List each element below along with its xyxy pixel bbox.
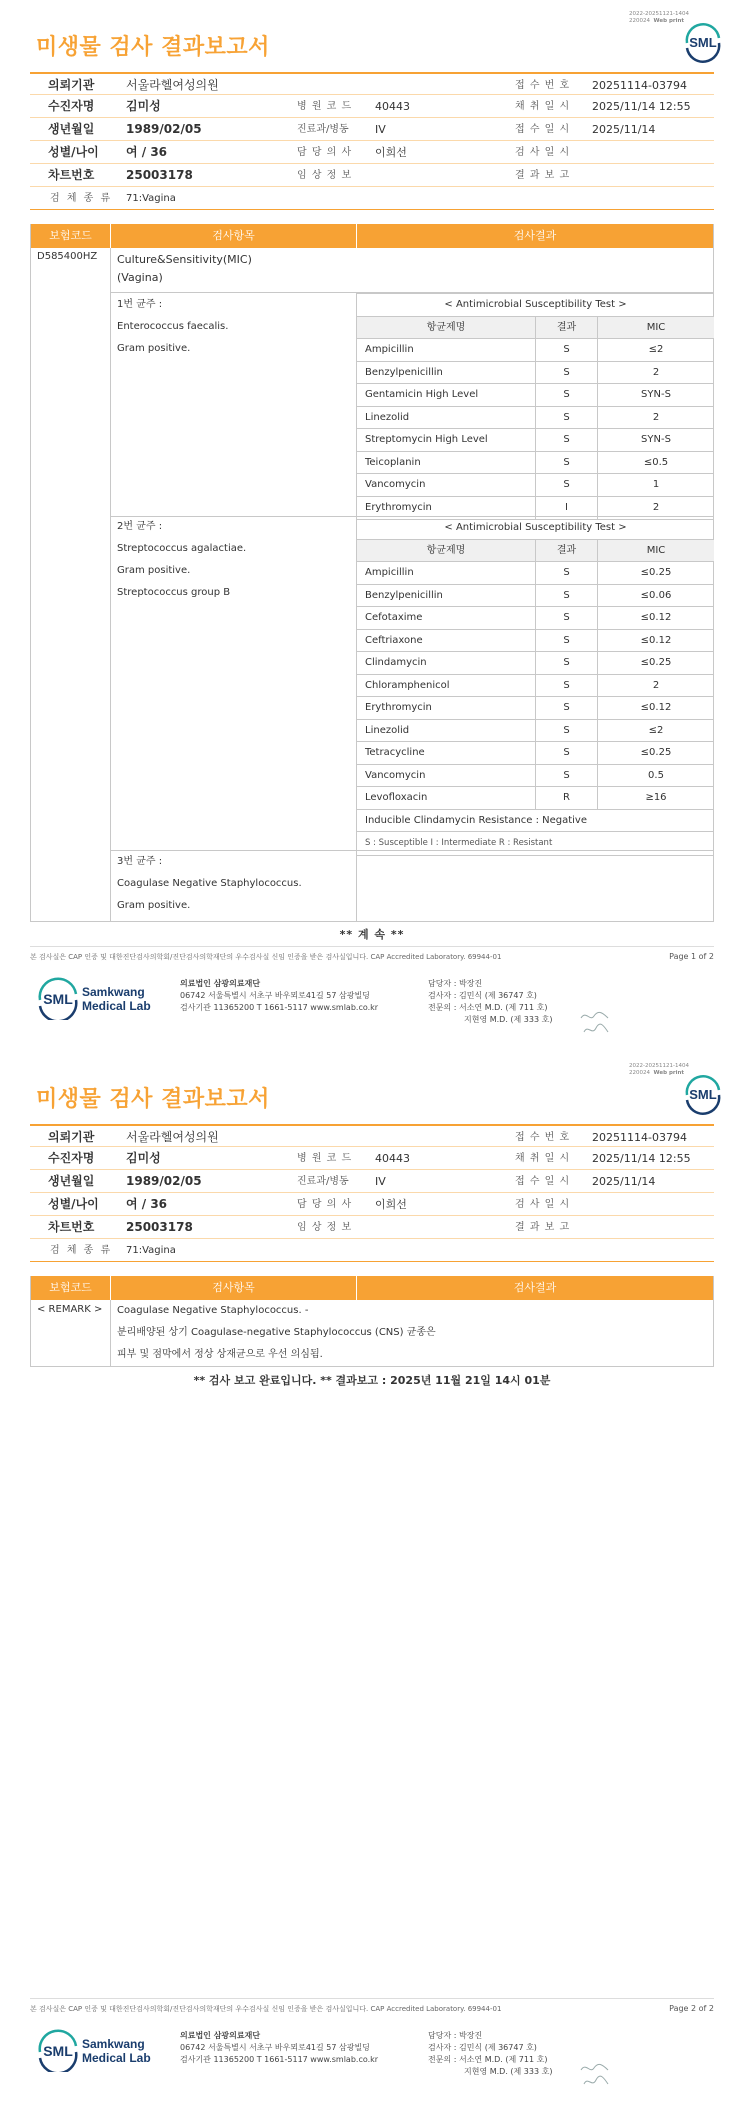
susceptibility-result: S bbox=[536, 675, 598, 697]
mic-value: ≤0.25 bbox=[640, 567, 672, 578]
ast-row bbox=[357, 607, 714, 630]
patient-name: 김미성 bbox=[126, 99, 161, 113]
chart-no: 25003178 bbox=[126, 168, 193, 182]
ast-row bbox=[357, 474, 714, 497]
drug-name: Erythromycin bbox=[357, 697, 536, 719]
ast-row bbox=[357, 339, 714, 362]
mic-value: ≤0.12 bbox=[640, 612, 672, 623]
drug-name: Ceftriaxone bbox=[357, 630, 536, 652]
patient-header: 의뢰기관 서울라헬여성의원 접 수 번 호 20251114-03794 수진자명 김미성 병 원 코 드 40443 채 취 일 시 2025/11/14 12:55 생년월일 1989/02/05 진료과/병동 IV 접 수 일 시 2025/11/14 성별/나이 여 / 36 담 당 의 사 이희선 검 사 일 시 차트번호 25003178 임 상 정 보 결 과 보 고 검 체 종 류 71:Vagina bbox=[30, 72, 714, 210]
result-table bbox=[30, 224, 714, 922]
ast-row bbox=[357, 407, 714, 430]
ast-row bbox=[357, 652, 714, 675]
ast-header-row: 항균제명 결과 MIC bbox=[357, 540, 714, 563]
svg-text:Samkwang: Samkwang bbox=[82, 2037, 145, 2051]
organism-2: 2번 균주 : Streptococcus agalactiae. Gram positive. Streptococcus group B bbox=[117, 521, 247, 598]
collected-datetime: 2025/11/14 12:55 bbox=[592, 100, 691, 113]
remark-label: < REMARK > bbox=[37, 1304, 103, 1315]
sex-age-value: 여 / 36 bbox=[126, 145, 168, 159]
drug-name: Ampicillin bbox=[357, 339, 536, 361]
susceptibility-result: S bbox=[536, 429, 598, 451]
susceptibility-result: S bbox=[536, 697, 598, 719]
mic-value: ≤0.5 bbox=[643, 456, 669, 468]
susceptibility-result: I bbox=[536, 497, 598, 520]
drug-name: Chloramphenicol bbox=[357, 675, 536, 697]
drug-name: Benzylpenicillin bbox=[357, 585, 536, 607]
susceptibility-result: S bbox=[536, 607, 598, 629]
svg-text:Samkwang: Samkwang bbox=[82, 985, 145, 999]
svg-text:SML: SML bbox=[689, 35, 717, 50]
susceptibility-result: R bbox=[536, 787, 598, 809]
ast-table-organism-1 bbox=[356, 293, 714, 520]
ast-row bbox=[357, 787, 714, 810]
mic-value: ≤0.12 bbox=[640, 702, 672, 713]
mic-value: 2 bbox=[652, 411, 660, 423]
test-name: Culture&Sensitivity(MIC) (Vagina) bbox=[117, 253, 252, 284]
mic-value: ≥16 bbox=[645, 792, 667, 803]
lab-staff: 담당자 : 박장진 검사자 : 김민식 (제 36747 호) 전문의 : 서소연 M.D. (제 711 호) 지현영 M.D. (제 333 호) bbox=[428, 2031, 553, 2076]
mic-value: 2 bbox=[652, 501, 660, 513]
drug-name: Cefotaxime bbox=[357, 607, 536, 629]
svg-text:SML: SML bbox=[43, 991, 73, 1007]
lab-staff: 담당자 : 박장진 검사자 : 김민식 (제 36747 호) 전문의 : 서소연 M.D. (제 711 호) 지현영 M.D. (제 333 호) bbox=[428, 979, 553, 1024]
susceptibility-result: S bbox=[536, 362, 598, 384]
hospital-code: 40443 bbox=[375, 100, 410, 113]
ast-row bbox=[357, 585, 714, 608]
drug-name: Tetracycline bbox=[357, 742, 536, 764]
patient-header: 의뢰기관 서울라헬여성의원 접 수 번 호 20251114-03794 수진자명 김미성 병 원 코 드 40443 채 취 일 시 2025/11/14 12:55 생년월일 1989/02/05 진료과/병동 IV 접 수 일 시 2025/11/14 성별/나이 여 / 36 담 당 의 사 이희선 검 사 일 시 차트번호 25003178 임 상 정 보 결 과 보 고 검 체 종 류 71:Vagina bbox=[30, 1124, 714, 1262]
drug-name: Clindamycin bbox=[357, 652, 536, 674]
drug-name: Gentamicin High Level bbox=[357, 384, 536, 406]
susceptibility-result: S bbox=[536, 585, 598, 607]
receipt-no: 20251114-03794 bbox=[592, 79, 687, 92]
report-page-2: 2022-20251121-1404 220024 Web print SML 미생물 검사 결과보고서 의뢰기관 서울라헬여성의원 접 수 번 호 20251114-03794 수진자명 김미성 병 원 코 드 40443 채 취 일 시 2025/11/14 12:55 생년월일 1989/02/05 진료과/병동 IV 접 수 일 시 2025/11/14 성별/나이 여 / 36 담 당 의 사 이희선 검 사 일 시 차트번호 25003178 임 상 정 보 결 과 보 고 검 체 종 류 71:Vagina 보험코드 검사항목 검사결과 < REMARK > Coagulase Negative Staphylococcus. - 분리배양된 상기 Coagulase-negative Staphylococcus (CNS) 균종은 피부 및 점막에서 정상 상재균으로 우선 의심됨. ** 검사 보고 완료입니다. ** 결과보고 : 2025년 11월 21일 14시 01분 본 검사실은 CAP 인증 및 대한진단검사의학회/진단검사의학재단의 우수검사실 신임 인증을 받은 검사실입니다. CAP Accredited Laboratory. 69944-01 Page 2 of 2 SML Samkwang Medical Lab 의료법인 삼광의료재단 06742 서울특별시 서초구 바우뫼로41길 57 삼광빌딩 검사기관 11365200 T 1661-5117 www.smlab.co.kr 담당자 : 박장진 검사자 : 김민식 (제 36747 호) 전문의 : 서소연 M.D. (제 711 호) 지현영 M.D. (제 333 호) bbox=[0, 1052, 744, 2104]
ast-row bbox=[357, 697, 714, 720]
mic-value: ≤2 bbox=[648, 724, 664, 736]
ast-row bbox=[357, 630, 714, 653]
susceptibility-result: S bbox=[536, 720, 598, 742]
report-complete-text: ** 검사 보고 완료입니다. ** 결과보고 : 2025년 11월 21일 14시 01분 bbox=[193, 1374, 551, 1387]
susceptibility-result: S bbox=[536, 474, 598, 496]
remark-text: Coagulase Negative Staphylococcus. - 분리배양된 상기 Coagulase-negative Staphylococcus (CNS) 균종은 피부 및 점막에서 정상 상재균으로 우선 의심됨. bbox=[117, 1305, 436, 1360]
svg-text:SML: SML bbox=[43, 2043, 73, 2059]
ast-row bbox=[357, 765, 714, 788]
organism-1: 1번 균주 : Enterococcus faecalis. Gram positive. bbox=[117, 299, 229, 354]
dept-value: IV bbox=[375, 123, 386, 136]
cap-accreditation: 본 검사실은 CAP 인증 및 대한진단검사의학회/진단검사의학재단의 우수검사실 신임 인증을 받은 검사실입니다. CAP Accredited Laboratory. 69944-01 bbox=[30, 953, 502, 961]
svg-text:Medical Lab: Medical Lab bbox=[82, 2051, 151, 2065]
drug-name: Ampicillin bbox=[357, 562, 536, 584]
mic-value: ≤2 bbox=[648, 344, 664, 355]
ast-row bbox=[357, 429, 714, 452]
mic-value: ≤0.25 bbox=[640, 747, 672, 758]
mic-value: 2 bbox=[652, 679, 660, 691]
drug-name: Streptomycin High Level bbox=[357, 429, 536, 451]
print-code: 2022-20251121-1404 220024 Web print bbox=[629, 11, 689, 24]
samkwang-logo bbox=[36, 2028, 156, 2072]
lab-info: 의료법인 삼광의료재단 06742 서울특별시 서초구 바우뫼로41길 57 삼광빌딩 검사기관 11365200 T 1661-5117 www.smlab.co.kr bbox=[180, 979, 379, 1012]
institution-value: 서울라헬여성의원 bbox=[126, 78, 219, 92]
mic-value: ≤0.25 bbox=[640, 657, 672, 668]
mic-value: SYN-S bbox=[641, 389, 671, 400]
ast-row bbox=[357, 362, 714, 385]
susceptibility-result: S bbox=[536, 339, 598, 361]
svg-text:Medical Lab: Medical Lab bbox=[82, 999, 151, 1013]
specimen-value: 71:Vagina bbox=[126, 193, 176, 204]
page-number: Page 1 of 2 bbox=[669, 952, 714, 961]
lab-info: 의료법인 삼광의료재단 06742 서울특별시 서초구 바우뫼로41길 57 삼광빌딩 검사기관 11365200 T 1661-5117 www.smlab.co.kr bbox=[180, 2031, 379, 2064]
drug-name: Erythromycin bbox=[357, 497, 536, 520]
drug-name: Linezolid bbox=[357, 407, 536, 429]
ast-row bbox=[357, 675, 714, 698]
report-title: 미생물 검사 결과보고서 bbox=[36, 1087, 270, 1112]
drug-name: Benzylpenicillin bbox=[357, 362, 536, 384]
susceptibility-result: S bbox=[536, 652, 598, 674]
mic-value: 2 bbox=[652, 366, 660, 378]
drug-name: Levofloxacin bbox=[357, 787, 536, 809]
remark-table: 보험코드 검사항목 검사결과 < REMARK > Coagulase Negative Staphylococcus. - 분리배양된 상기 Coagulase-negative Staphylococcus (CNS) 균종은 피부 및 점막에서 정상 상재균으로 우선 의심됨. bbox=[30, 1276, 714, 1367]
susceptibility-result: S bbox=[536, 765, 598, 787]
mic-value: 1 bbox=[652, 479, 660, 490]
page-number: Page 2 of 2 bbox=[669, 2004, 714, 2013]
svg-text:SML: SML bbox=[689, 1087, 717, 1102]
drug-name: Teicoplanin bbox=[357, 452, 536, 474]
signature-icon bbox=[578, 1008, 612, 1038]
sml-logo bbox=[682, 22, 724, 64]
organism-3: 3번 균주 : Coagulase Negative Staphylococcus. Gram positive. bbox=[117, 856, 302, 911]
ast-row bbox=[357, 720, 714, 743]
ast-title: < Antimicrobial Susceptibility Test > bbox=[357, 517, 714, 540]
sml-logo bbox=[682, 1074, 724, 1116]
samkwang-logo bbox=[36, 976, 156, 1020]
received-date: 2025/11/14 bbox=[592, 123, 656, 136]
result-table-head: 보험코드 검사항목 검사결과 bbox=[31, 224, 713, 248]
mic-value: ≤0.06 bbox=[640, 589, 672, 601]
susceptibility-result: S bbox=[536, 562, 598, 584]
mic-value: 0.5 bbox=[648, 769, 664, 781]
ast-row bbox=[357, 562, 714, 585]
continued-text: ** 계 속 ** bbox=[339, 928, 405, 941]
drug-name: Vancomycin bbox=[357, 474, 536, 496]
inducible-clindamycin: Inducible Clindamycin Resistance : Negative bbox=[357, 810, 714, 833]
ast-header-row: 항균제명 결과 MIC bbox=[357, 317, 714, 340]
print-code: 2022-20251121-1404 220024 Web print bbox=[629, 1063, 689, 1076]
susceptibility-result: S bbox=[536, 384, 598, 406]
drug-name: Vancomycin bbox=[357, 765, 536, 787]
signature-icon bbox=[578, 2060, 612, 2090]
ast-row bbox=[357, 452, 714, 475]
ast-table-organism-2 bbox=[356, 516, 714, 856]
report-title: 미생물 검사 결과보고서 bbox=[36, 35, 270, 60]
ast-row bbox=[357, 742, 714, 765]
susceptibility-result: S bbox=[536, 407, 598, 429]
doctor-value: 이희선 bbox=[375, 146, 407, 159]
susceptibility-result: S bbox=[536, 452, 598, 474]
drug-name: Linezolid bbox=[357, 720, 536, 742]
ast-row bbox=[357, 384, 714, 407]
dob-value: 1989/02/05 bbox=[126, 122, 202, 136]
ast-legend: S : Susceptible I : Intermediate R : Resistant bbox=[365, 838, 553, 848]
susceptibility-result: S bbox=[536, 742, 598, 764]
susceptibility-result: S bbox=[536, 630, 598, 652]
mic-value: SYN-S bbox=[641, 434, 671, 445]
insurance-code: D585400HZ bbox=[37, 251, 98, 262]
ast-title: < Antimicrobial Susceptibility Test > bbox=[357, 294, 714, 317]
mic-value: ≤0.12 bbox=[640, 634, 672, 646]
